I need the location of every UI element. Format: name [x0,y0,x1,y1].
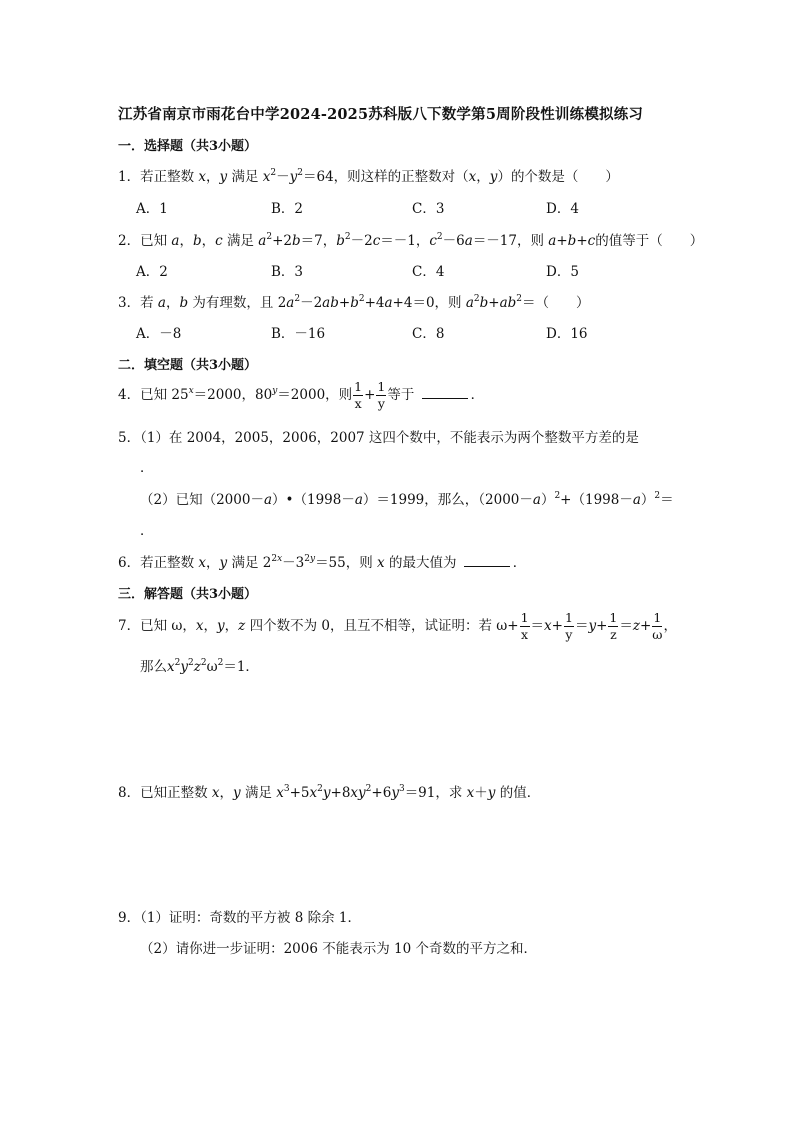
answer-blank[interactable] [422,388,468,399]
question-7-line2-prefix: 那么 [140,659,167,675]
question-5-part-2-prefix: （2）已知（2000－ [140,492,264,508]
question-1-prefix: 1．若正整数 [118,169,195,185]
q3-option-c: C．8 [412,326,445,342]
question-4-prefix: 4．已知 [118,387,168,403]
section-heading-fill: 二．填空题（共3小题） [118,358,258,373]
page-title: 江苏省南京市雨花台中学2024-2025苏科版八下数学第5周阶段性训练模拟练习 [118,106,644,123]
question-8-suffix: 的值． [499,785,541,801]
question-8: 8．已知正整数 x，y 满足 $x^3+5x^2y+8xy^2+6y^3=91$，求 x＋y 的值． [118,784,541,801]
question-5-part-2: （2）已知（2000－a）•（1998－a）＝1999，那么，$(2000-a)^2+(1998-a)^2=$ [140,491,674,508]
q3-option-d: D．16 [546,326,588,342]
question-2-prefix: 2．已知 [118,233,168,249]
q2-option-a: A．2 [136,264,168,280]
question-8-prefix: 8．已知正整数 [118,785,208,801]
question-6-suffix: 的最大值为 [388,555,457,571]
question-4: 4．已知 $25^x=2000$，$80^y=2000$，则 $\frac{1}{x}$ + $\frac{1}{y}$ 等于 ． [118,379,485,411]
question-5-part-1: 5．（1）在 2004，2005，2006，2007 这四个数中，不能表示为两个整数平方差的是 [118,430,639,446]
question-2: 2．已知 a，b，c 满足 $a^2+2b=7$，$b^2-2c=-1$，$c^2-6a=-17$，则 a+b+c的值等于（ ） [118,232,704,249]
section-heading-choice: 一．选择题（共3小题） [118,139,258,154]
question-3-prefix: 3．若 [118,295,154,311]
q3-option-b: B．－16 [271,326,326,342]
question-3: 3．若 a，b 为有理数，且 $2a^2-2ab+b^2+4a+4=0$，则 $a^2b+ab^2=$（ ） [118,294,590,311]
answer-blank[interactable] [464,556,510,567]
q2-option-c: C．4 [412,264,445,280]
question-6: 6．若正整数 x，y 满足 $2^{2x}-3^{2y}=55$，则 x 的最大值为 ． [118,554,527,571]
question-7-prefix: 7．已知 [118,618,168,634]
question-5-blank-2: ． [140,523,154,539]
q1-option-a: A．1 [136,201,168,217]
question-7-conclusion: 那么$x^2y^2z^2\omega^2=1$． [140,658,259,675]
q1-option-c: C．3 [412,201,445,217]
q3-option-a: A．－8 [136,326,182,342]
q1-option-d: D．4 [546,201,579,217]
q2-option-d: D．5 [546,264,579,280]
fraction-1-over-y: $\frac{1}{y}$ [377,379,386,411]
question-9-part-1: 9．（1）证明：奇数的平方被 8 除余 1． [118,910,361,926]
q1-option-b: B．2 [271,201,304,217]
question-1: 1．若正整数 x，y 满足 $x^2-y^2=64$，则这样的正整数对（x，y）的个数是（ ） [118,168,619,185]
question-6-prefix: 6．若正整数 [118,555,195,571]
question-9-part-2: （2）请你进一步证明：2006 不能表示为 10 个奇数的平方之和． [140,941,537,957]
question-7: 7．已知 ω，x，y，z 四个数不为 0，且互不相等，试证明：若 ω+ $\frac{1}{x}$ ＝x+ $\frac{1}{y}$ ＝y+ $\frac{1}{z}$ ＝z+ $\frac{1}{\omega}$ ， [118,610,677,642]
question-4-mid: 等于 [387,387,415,403]
section-heading-solve: 三．解答题（共3小题） [118,587,258,602]
question-2-suffix: 的值等于（ ） [595,233,704,249]
fraction-1-over-x: $\frac{1}{x}$ [354,379,363,411]
question-5-blank-1: ． [140,460,154,476]
q2-option-b: B．3 [271,264,304,280]
question-1-suffix: 的个数是（ ） [510,169,619,185]
